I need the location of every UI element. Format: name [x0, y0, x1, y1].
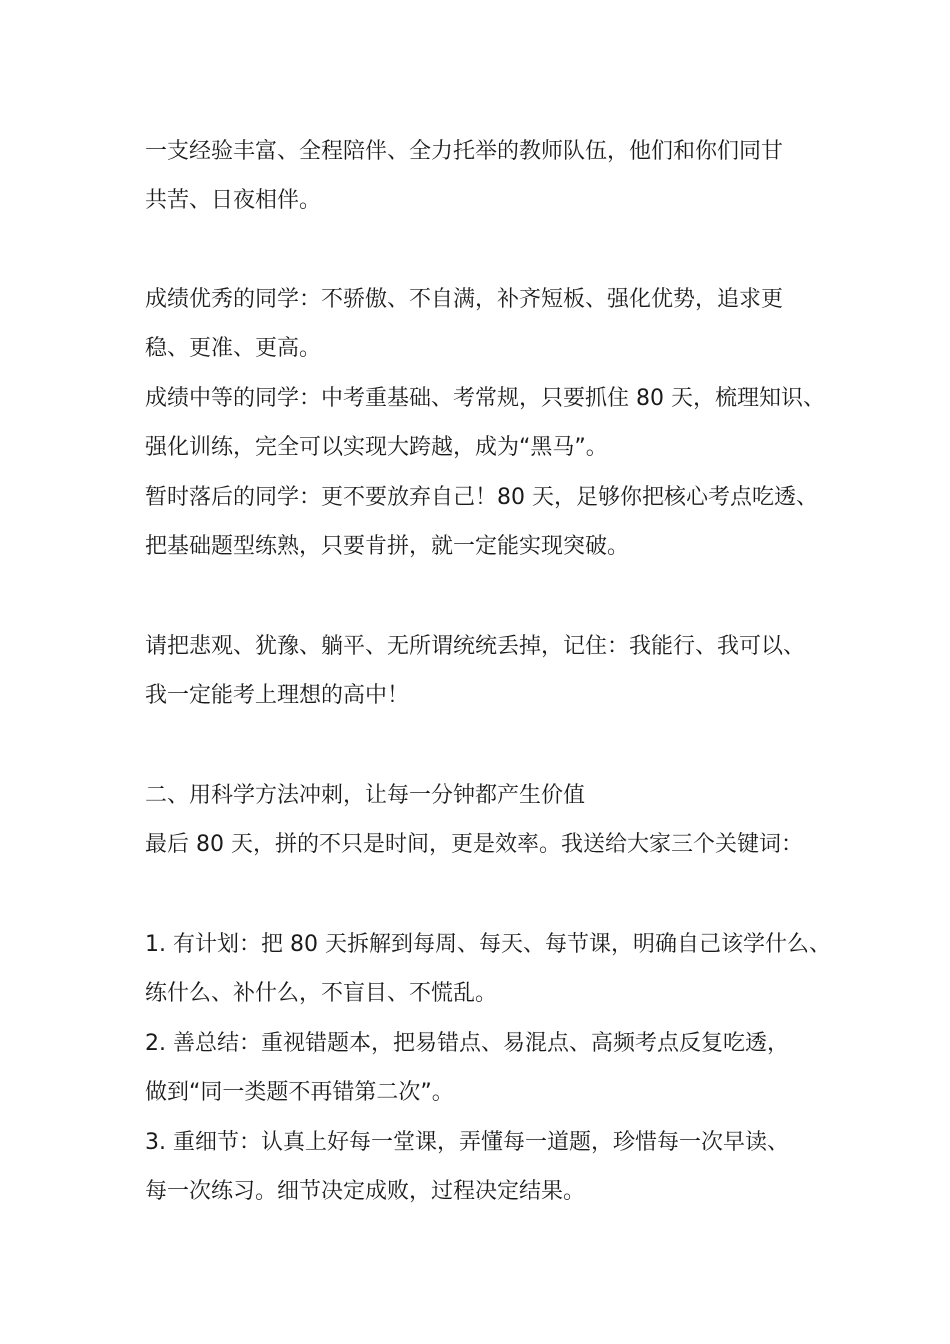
paragraph-line: 请把悲观、犹豫、躺平、无所谓统统丢掉，记住：我能行、我可以、 [145, 634, 806, 659]
list-item-line: 3. 重细节：认真上好每一堂课，弄懂每一道题，珍惜每一次早读、 [145, 1130, 789, 1155]
list-item-line: 练什么、补什么，不盲目、不慌乱。 [145, 981, 498, 1006]
list-item-line: 做到“同一类题不再错第二次”。 [145, 1080, 454, 1105]
paragraph-line: 一支经验丰富、全程陪伴、全力托举的教师队伍，他们和你们同甘 [145, 139, 784, 164]
paragraph-line: 最后 80 天，拼的不只是时间，更是效率。我送给大家三个关键词： [145, 832, 803, 857]
list-item-line: 每一次练习。细节决定成败，过程决定结果。 [145, 1179, 586, 1204]
list-item-line: 1. 有计划：把 80 天拆解到每周、每天、每节课，明确自己该学什么、 [145, 932, 831, 957]
section-heading: 二、用科学方法冲刺，让每一分钟都产生价值 [145, 783, 586, 808]
paragraph-line: 共苦、日夜相伴。 [145, 188, 322, 213]
paragraph-line: 成绩优秀的同学：不骄傲、不自满，补齐短板、强化优势，追求更 [145, 287, 784, 312]
paragraph-line: 成绩中等的同学：中考重基础、考常规，只要抓住 80 天，梳理知识、 [145, 386, 825, 411]
paragraph-line: 暂时落后的同学：更不要放弃自己！80 天，足够你把核心考点吃透、 [145, 485, 818, 510]
paragraph-line: 把基础题型练熟，只要肯拼，就一定能实现突破。 [145, 534, 630, 559]
paragraph-line: 强化训练，完全可以实现大跨越，成为“黑马”。 [145, 435, 608, 460]
list-item-line: 2. 善总结：重视错题本，把易错点、易混点、高频考点反复吃透， [145, 1031, 789, 1056]
paragraph-line: 稳、更准、更高。 [145, 336, 322, 361]
paragraph-line: 我一定能考上理想的高中！ [145, 683, 410, 708]
